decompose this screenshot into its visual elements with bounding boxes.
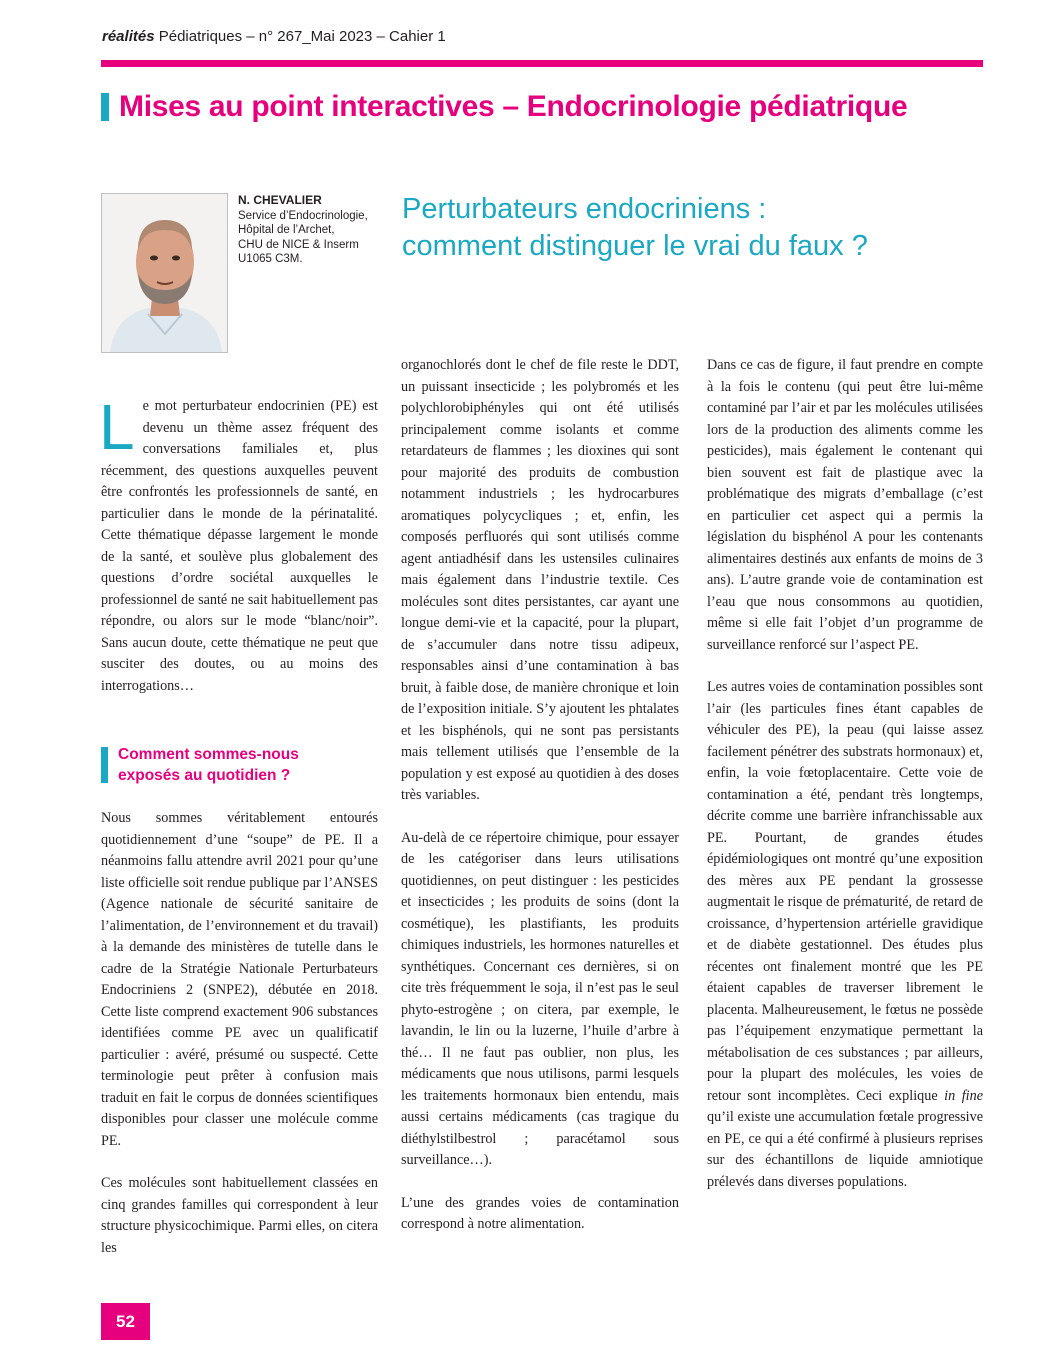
intro-paragraph bbox=[99, 391, 378, 697]
subheading-text: Comment sommes-nous exposés au quotidien ? bbox=[118, 746, 299, 784]
subheading bbox=[101, 744, 378, 786]
author-affiliation: Service d’Endocrinologie, Hôpital de l’Archet, CHU de NICE & Inserm U1065 C3M. bbox=[238, 209, 368, 265]
author-block bbox=[238, 193, 388, 267]
body-paragraph bbox=[707, 677, 983, 1193]
italic-term: in fine bbox=[944, 1087, 983, 1104]
section-bar bbox=[101, 93, 109, 121]
header-rule bbox=[101, 60, 983, 67]
issue-info: Pédiatriques – n° 267_Mai 2023 – Cahier 1 bbox=[158, 28, 446, 45]
drop-cap: L bbox=[99, 391, 135, 463]
section-title-text: Mises au point interactives – Endocrinologie pédiatrique bbox=[119, 90, 908, 123]
page-number: 52 bbox=[101, 1303, 150, 1340]
section-title bbox=[101, 87, 907, 127]
body-paragraph: organochlorés dont le chef de file reste le DDT, un puissant insecticide ; les polybromés et les polychlorobiphényles qui ont été utilisés principalement comme isolants et comme retardateurs de flammes ; les dioxines qui sont pour majorité des produits de combustion notamment industriels ; les hydrocarbures aromatiques polycycliques ; et, enfin, les composés perfluorés qui sont utilisés comme agent antiadhésif dans les ustensiles culinaires mais également dans l’industrie textile. Ces molécules sont dites persistantes, car ayant une longue demi-vie et la capacité, pour la plupart, de s’accumuler dans notre tissu adipeux, responsables ainsi d’une contamination à bas bruit, à faible dose, de manière chronique et loin de l’exposition initiale. S’y ajoutent les phtalates et les bisphénols, qui ne sont pas persistants mais tellement utilisés que l’ensemble de la population y est exposé au quotidien à des doses très variables. bbox=[401, 357, 679, 803]
intro-text: e mot perturbateur endocrinien (PE) est devenu un thème assez fréquent des conversations familiales et, plus récemment, des questions auxquelles peuvent être confrontés les professionnels de santé, en particulier dans le monde de la périnatalité. Cette thématique dépasse largement le monde de la santé, et soulève plus globalement des questions d’ordre sociétal auxquelles le professionnel de santé ne sait habituellement pas répondre, ou alors sur le mode “blanc/noir”. Sans aucun doute, cette thématique ne peut que susciter des doutes, ou au moins des interrogations… bbox=[101, 398, 378, 694]
author-name: N. CHEVALIER bbox=[238, 193, 322, 207]
body-paragraph: Nous sommes véritablement entourés quotidiennement d’une “soupe” de PE. Il a néanmoins fallu attendre avril 2021 pour qu’une liste officielle soit rendue publique par l’ANSES (Agence nationale de sécurité sanitaire de l’alimentation, de l’environnement et du travail) à la demande des ministères de tutelle dans le cadre de la Stratégie Nationale Perturbateurs Endocriniens 2 (SNPE2), débutée en 2018. Cette liste comprend exactement 906 substances identifiées comme PE avec un qualificatif particulier : avéré, présumé ou suspecté. Cette terminologie peut prêter à confusion mais traduit en fait le corpus de données scientifiques disponibles pour classer une molécule comme PE. bbox=[101, 810, 378, 1149]
body-paragraph: Ces molécules sont habituellement classées en cinq grandes familles qui correspondent à leur structure physicochimique. Parmi elles, on citera les bbox=[101, 1175, 378, 1256]
running-header bbox=[102, 28, 446, 45]
subheading-bar bbox=[101, 747, 108, 783]
column-3 bbox=[707, 355, 983, 1193]
author-photo bbox=[101, 193, 228, 353]
body-paragraph: L’une des grandes voies de contamination correspond à notre alimentation. bbox=[401, 1194, 679, 1232]
body-text: qu’il existe une accumulation fœtale progressive en PE, ce qui a été confirmé à plusieurs reprises sur des échantillons de liquide amniotique prélevés dans diverses populations. bbox=[707, 1109, 983, 1190]
body-paragraph: Dans ce cas de figure, il faut prendre en compte à la fois le contenu (qui peut être lui-même contaminé par l’air et par les molécules utilisées lors de la production des aliments comme les pesticides), mais également le contenant qui bien souvent est fait de plastique avec la problématique des migrats d’emballage (c’est en particulier cet aspect qui a permis la législation du bisphénol A pour les contenants alimentaires destinés aux enfants de moins de 3 ans). L’autre grande voie de contamination est l’eau que nous consommons au quotidien, même si elle fait l’objet d’un programme de surveillance renforcé sur l’aspect PE. bbox=[707, 357, 983, 653]
column-1 bbox=[101, 808, 378, 1259]
column-2 bbox=[401, 355, 679, 1236]
article-title: Perturbateurs endocriniens : comment distinguer le vrai du faux ? bbox=[402, 193, 868, 262]
body-text: Les autres voies de contamination possibles sont l’air (les particules fines étant capables de véhiculer des PE), la peau (qui laisse assez facilement pénétrer des substrats hormonaux) et, enfin, la voie fœtoplacentaire. Cette voie de contamination a été, pendant très longtemps, décrite comme une barrière infranchissable aux PE. Pourtant, de grandes études épidémiologiques ont montré qu’une exposition des mères aux PE pendant la grossesse augmentait le risque de prématurité, de retard de croissance, d’hypertension artérielle gravidique et de diabète gestationnel. Des études plus récentes ont finalement montré que les PE étaient capables de traverser librement le placenta. Malheureusement, le fœtus ne possède pas l’équipement enzymatique permettant la métabolisation de ces substances ; par ailleurs, pour la plupart des molécules, les voies de retour sont incomplètes. Ceci explique bbox=[707, 679, 983, 1104]
body-paragraph: Au-delà de ce répertoire chimique, pour essayer de les catégoriser dans leurs utilisations quotidiennes, on peut distinguer : les pesticides et insecticides ; les produits de soins (dont la cosmétique), les plastifiants, les produits chimiques industriels, les hormones naturelles et synthétiques. Concernant ces dernières, si on cite très fréquemment le soja, il n’est pas le seul phyto-estrogène ; on citera, par exemple, le lavandin, le lin ou la luzerne, l’huile d’arbre à thé… Il ne faut pas oublier, non plus, les médicaments que nous utilisons, parmi lesquels les traitements hormonaux bien entendu, mais aussi certains médicaments (cas tragique du diéthylstilbestrol ; paracétamol sous surveillance…). bbox=[401, 829, 679, 1168]
journal-name: réalités bbox=[102, 28, 155, 45]
